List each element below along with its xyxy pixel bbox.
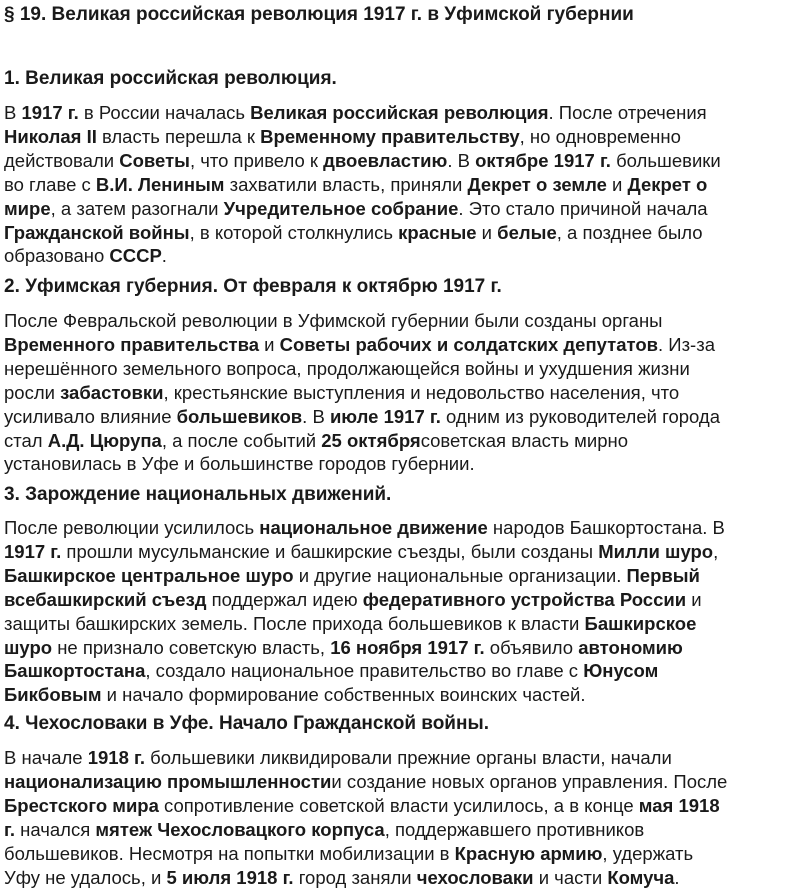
section-heading-national-movements: 3. Зарождение национальных движений. xyxy=(4,484,392,505)
bold-term: 16 ноября 1917 г. xyxy=(330,636,485,658)
section-paragraph-ufa-governorate xyxy=(4,309,720,476)
text-segment: росли xyxy=(4,381,61,403)
bold-term: национальное движение xyxy=(259,517,488,538)
text-segment: начался xyxy=(15,818,96,840)
bold-term: Декрет о земле xyxy=(467,173,607,195)
bold-term: Башкирское центральное шуро xyxy=(4,564,294,586)
text-segment: во главе с xyxy=(4,173,96,195)
section-heading-czechoslovaks: 4. Чехословаки в Уфе. Начало Гражданской войны. xyxy=(4,713,489,734)
bold-term: октябре 1917 г. xyxy=(475,149,611,171)
text-segment: и другие национальные организации. xyxy=(293,564,627,586)
bold-term: Николая II xyxy=(4,125,97,147)
text-segment: , создало национальное правительство во главе с xyxy=(145,660,584,682)
bold-term: А.Д. Цюрупа xyxy=(47,429,162,451)
section-heading-ufa-governorate: 2. Уфимская губерния. От февраля к октябрю 1917 г. xyxy=(4,276,502,297)
bold-term: Декрет о xyxy=(627,173,708,195)
bold-term: Комуча xyxy=(607,866,675,888)
bold-term: шуро xyxy=(4,636,53,658)
text-segment: , но одновременно xyxy=(519,125,681,147)
text-segment: , xyxy=(713,540,719,562)
text-segment: власть перешла к xyxy=(96,125,261,147)
text-segment: , что привело к xyxy=(189,149,324,171)
text-segment: сопротивление советской власти усилилось, а в конце xyxy=(158,794,639,816)
text-segment: большевики xyxy=(610,149,721,171)
text-segment: . xyxy=(674,866,680,888)
bold-term: 5 июля 1918 г. xyxy=(166,866,294,888)
bold-term: Учредительное собрание xyxy=(223,197,459,219)
text-segment: одним из руководителей города xyxy=(440,405,720,427)
text-segment: и создание новых органов управления. После xyxy=(331,770,728,792)
text-segment: . Это стало причиной начала xyxy=(458,197,708,219)
bold-term: Великая российская революция xyxy=(250,102,549,123)
bold-term: всебашкирский съезд xyxy=(4,588,207,610)
text-segment: и части xyxy=(533,866,608,888)
bold-term: 1918 г. xyxy=(87,747,146,768)
text-segment: народов Башкортостана. В xyxy=(487,517,725,538)
bold-term: 25 октября xyxy=(321,429,421,451)
bold-term: 1917 г. xyxy=(4,540,62,562)
bold-term: Первый xyxy=(626,564,700,586)
text-segment: и xyxy=(686,588,702,610)
text-segment: После Февральской революции в Уфимской губернии были созданы органы xyxy=(4,310,663,331)
text-segment: , а позднее было xyxy=(556,221,703,243)
bold-term: красные xyxy=(398,221,477,243)
section-paragraph-national-movements xyxy=(4,516,725,707)
bold-term: большевиков xyxy=(176,405,303,427)
bold-term: Советы xyxy=(119,149,190,171)
text-segment: , удержать xyxy=(602,842,694,864)
section-heading-revolution: 1. Великая российская революция. xyxy=(4,68,337,89)
text-segment: , в которой столкнулись xyxy=(189,221,399,243)
text-segment: Уфу не удалось, и xyxy=(4,866,167,888)
text-segment: , а после событий xyxy=(161,429,322,451)
bold-term: г. xyxy=(4,818,15,840)
bold-term: мятеж Чехословацкого корпуса xyxy=(95,818,385,840)
text-segment: действовали xyxy=(4,149,120,171)
text-segment: большевики ликвидировали прежние органы власти, начали xyxy=(145,747,672,768)
bold-term: 1917 г. xyxy=(21,102,79,123)
bold-term: белые xyxy=(497,221,557,243)
text-segment: . После отречения xyxy=(548,102,707,123)
bold-term: автономию xyxy=(578,636,683,658)
bold-term: чехословаки xyxy=(416,866,534,888)
text-segment: прошли мусульманские и башкирские съезды, были созданы xyxy=(61,540,599,562)
bold-term: национализацию промышленности xyxy=(4,770,332,792)
bold-term: Советы рабочих и солдатских депутатов xyxy=(279,333,658,355)
text-segment: образовано xyxy=(4,245,110,267)
bold-term: Временного правительства xyxy=(4,333,259,355)
text-segment: . В xyxy=(447,149,476,171)
text-segment: , а затем разогнали xyxy=(50,197,224,219)
section-paragraph-revolution xyxy=(4,101,721,268)
text-segment: поддержал идею xyxy=(206,588,363,610)
text-segment: захватили власть, приняли xyxy=(224,173,468,195)
bold-term: Гражданской войны xyxy=(4,221,190,243)
bold-term: В.И. Лениным xyxy=(95,173,225,195)
text-segment: и начало формирование собственных воинских частей. xyxy=(101,684,586,706)
bold-term: двоевластию xyxy=(323,149,448,171)
text-segment: В начале xyxy=(4,747,88,768)
bold-term: Башкирское xyxy=(584,612,697,634)
text-segment: усиливало влияние xyxy=(4,405,177,427)
bold-term: Бикбовым xyxy=(4,684,102,706)
text-segment: нерешённого земельного вопроса, продолжающейся войны и ухудшения жизни xyxy=(4,357,690,379)
text-segment: советская власть мирно xyxy=(420,429,629,451)
bold-term: Башкортостана xyxy=(4,660,146,682)
bold-term: Юнусом xyxy=(583,660,659,682)
text-segment: в России началась xyxy=(78,102,251,123)
text-segment: . xyxy=(161,245,167,267)
bold-term: мая 1918 xyxy=(638,794,720,816)
text-segment: объявило xyxy=(484,636,579,658)
bold-term: забастовки xyxy=(60,381,164,403)
text-segment: и xyxy=(258,333,280,355)
bold-term: СССР xyxy=(109,245,162,267)
text-segment: . Из-за xyxy=(658,333,715,355)
bold-term: мире xyxy=(4,197,51,219)
text-segment: не признало советскую власть, xyxy=(52,636,331,658)
section-paragraph-czechoslovaks xyxy=(4,746,727,889)
bold-term: федеративного устройства России xyxy=(362,588,687,610)
bold-term: Милли шуро xyxy=(598,540,714,562)
text-segment: стал xyxy=(4,429,48,451)
text-segment: большевиков. Несмотря на попытки мобилизации в xyxy=(4,842,455,864)
text-segment: установилась в Уфе и большинстве городов губернии. xyxy=(4,453,475,475)
text-segment: , крестьянские выступления и недовольство населения, что xyxy=(163,381,680,403)
text-segment: город заняли xyxy=(293,866,417,888)
text-segment: , поддержавшего противников xyxy=(384,818,645,840)
text-segment: и xyxy=(476,221,498,243)
text-segment: . В xyxy=(302,405,330,427)
text-segment: В xyxy=(4,102,22,123)
bold-term: Брестского мира xyxy=(4,794,159,816)
page-title: § 19. Великая российская революция 1917 г. в Уфимской губернии xyxy=(4,4,634,25)
bold-term: июле 1917 г. xyxy=(329,405,441,427)
bold-term: Временному правительству xyxy=(260,125,520,147)
text-segment: и xyxy=(606,173,628,195)
text-segment: защиты башкирских земель. После прихода большевиков к власти xyxy=(4,612,585,634)
bold-term: Красную армию xyxy=(454,842,603,864)
text-segment: После революции усилилось xyxy=(4,517,260,538)
